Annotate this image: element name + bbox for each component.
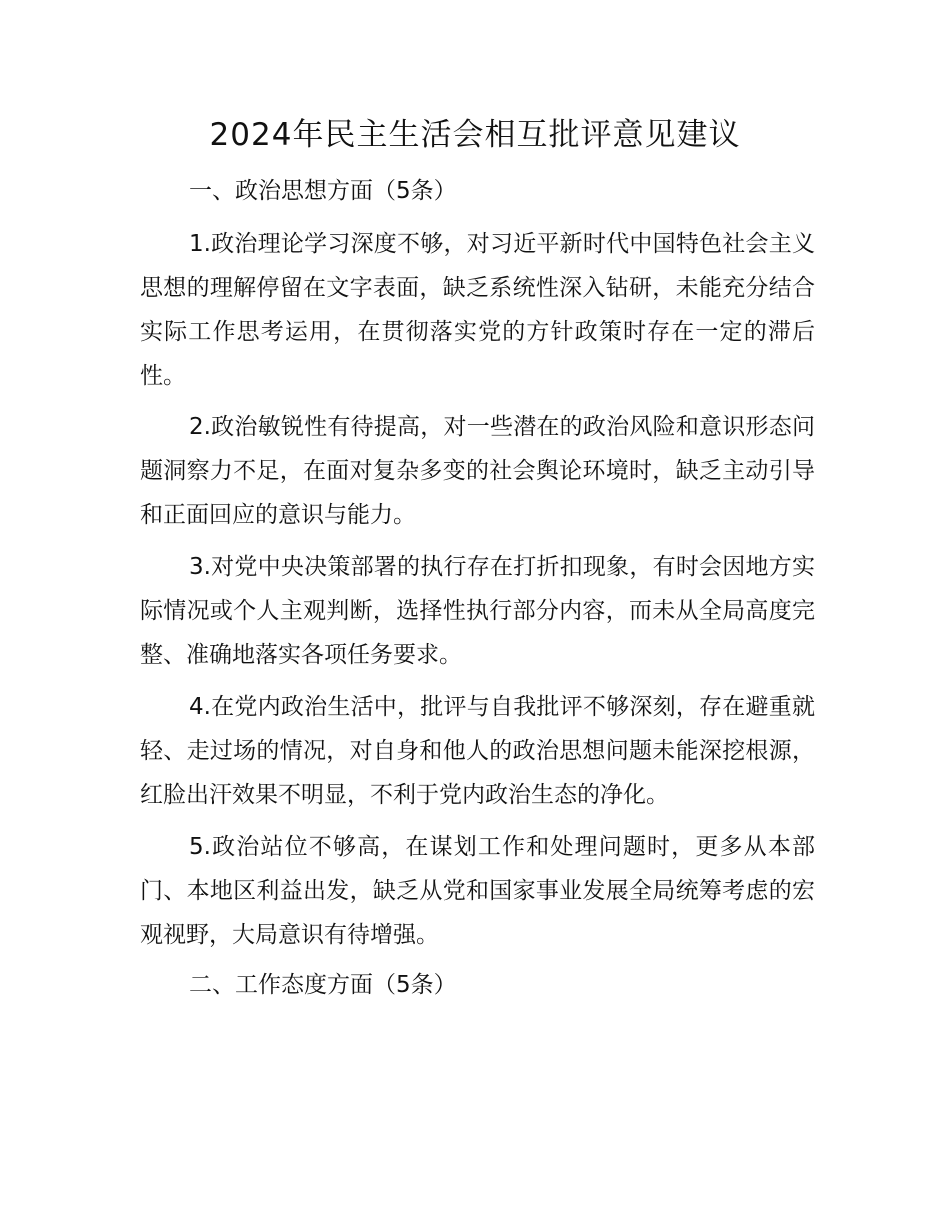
section-heading-work-attitude: 二、工作态度方面（5条）: [189, 972, 457, 998]
paragraph-item-2: 2.政治敏锐性有待提高，对一些潜在的政治风险和意识形态问题洞察力不足，在面对复杂多变的社会舆论环境时，缺乏主动引导和正面回应的意识与能力。: [140, 414, 815, 528]
paragraph-item-3: 3.对党中央决策部署的执行存在打折扣现象，有时会因地方实际情况或个人主观判断，选择性执行部分内容，而未从全局高度完整、准确地落实各项任务要求。: [140, 554, 815, 668]
paragraph-item-5: 5.政治站位不够高，在谋划工作和处理问题时，更多从本部门、本地区利益出发，缺乏从党和国家事业发展全局统筹考虑的宏观视野，大局意识有待增强。: [140, 834, 815, 948]
section-heading-political-thought: 一、政治思想方面（5条）: [189, 178, 457, 204]
paragraph-item-1: 1.政治理论学习深度不够，对习近平新时代中国特色社会主义思想的理解停留在文字表面，缺乏系统性深入钻研，未能充分结合实际工作思考运用，在贯彻落实党的方针政策时存在一定的滞后性。: [140, 231, 815, 389]
paragraph-item-4: 4.在党内政治生活中，批评与自我批评不够深刻，存在避重就轻、走过场的情况，对自身和他人的政治思想问题未能深挖根源，红脸出汗效果不明显，不利于党内政治生态的净化。: [140, 694, 815, 808]
document-title: 2024年民主生活会相互批评意见建议: [209, 117, 741, 153]
